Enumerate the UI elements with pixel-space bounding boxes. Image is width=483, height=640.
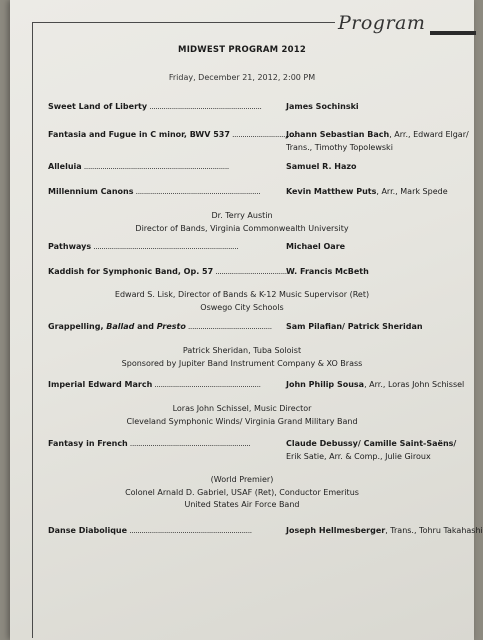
credit-line: Edward S. Lisk, Director of Bands & K-12 Music Supervisor (Ret): [114, 290, 370, 299]
piece-title: Danse Diabolique: [48, 526, 128, 535]
program-page: [10, 0, 483, 640]
credit-block-lisk: [10, 289, 474, 314]
leader-dots: .......................................................................: [91, 242, 239, 251]
credit-block-austin: [10, 210, 474, 235]
credit-line: Loras John Schissel, Music Director: [172, 404, 312, 413]
credit-line: Dr. Terry Austin: [211, 211, 273, 220]
piece-title: Kaddish for Symphonic Band, Op. 57: [48, 267, 214, 276]
leader-dots: ...........................................................: [127, 439, 251, 448]
arrangement-note: Erik Satie, Arr. & Comp., Julie Giroux: [286, 452, 431, 461]
piece-title: Alleluia: [48, 162, 82, 171]
leader-dots: ....................................................: [152, 380, 261, 389]
composer-name: Sam Pilafian/ Patrick Sheridan: [286, 322, 423, 331]
leader-dots: ....................................: [213, 267, 289, 276]
section-heading: Program: [338, 12, 426, 34]
credit-line: Colonel Arnald D. Gabriel, USAF (Ret), Conductor Emeritus: [125, 487, 359, 497]
header-rule-right: [430, 31, 476, 35]
leader-dots: .......................................................................: [81, 162, 229, 171]
piece-title: Grappelling, Ballad and Presto: [48, 322, 186, 331]
credit-line: Cleveland Symphonic Winds/ Virginia Grand Military Band: [126, 416, 358, 426]
program-entry: [48, 240, 468, 253]
composer-name: Kevin Matthew Puts: [286, 187, 377, 196]
leader-dots: .......................................................: [147, 102, 262, 111]
leader-dots: ...............................: [229, 130, 296, 139]
program-entry: [48, 160, 468, 173]
piece-title: Millennium Canons: [48, 187, 134, 196]
composer-name: John Philip Sousa: [286, 380, 365, 389]
composer-name: Michael Oare: [286, 242, 346, 251]
piece-title: Fantasia and Fugue in C minor, BWV 537: [48, 130, 230, 139]
credit-line: Oswego City Schools: [200, 302, 284, 312]
credit-line: Patrick Sheridan, Tuba Soloist: [182, 346, 302, 355]
composer-name: Claude Debussy/ Camille Saint-Saëns/: [286, 439, 457, 448]
program-entry: [48, 437, 468, 461]
composer-name: Johann Sebastian Bach: [286, 130, 390, 139]
credit-line: Sponsored by Jupiter Band Instrument Company & XO Brass: [121, 358, 363, 368]
composer-name: James Sochinski: [286, 102, 359, 111]
program-entry: [48, 100, 468, 113]
leader-dots: ............................................................: [127, 526, 252, 535]
program-title: MIDWEST PROGRAM 2012: [178, 45, 306, 55]
credit-block-sheridan: [10, 345, 474, 370]
composer-name: W. Francis McBeth: [286, 267, 369, 276]
credit-line: Director of Bands, Virginia Commonwealth University: [135, 223, 349, 233]
credit-line: (World Premier): [210, 475, 274, 484]
credit-block-gabriel: [10, 474, 474, 512]
program-date: Friday, December 21, 2012, 2:00 PM: [168, 73, 316, 82]
program-entry: Millennium Canons ............................................................. Kevin Matthew Puts, Arr., Mark Spede: [48, 187, 448, 196]
page-border-left: [32, 22, 33, 638]
arrangement-note: Trans., Timothy Topolewski: [286, 143, 393, 152]
program-entry: [48, 320, 468, 333]
piece-title: Pathways: [48, 242, 92, 251]
piece-title: Sweet Land of Liberty: [48, 102, 148, 111]
composer-name: Samuel R. Hazo: [286, 162, 357, 171]
program-entry: Danse Diabolique ............................................................ Joseph Hellmesberger, Trans., Tohru Takahashi: [48, 526, 483, 535]
program-entry: Imperial Edward March .................................................... John Philip Sousa, Arr., Loras John Schissel: [48, 380, 465, 389]
credit-block-schissel: [10, 403, 474, 428]
credit-line: United States Air Force Band: [184, 500, 300, 509]
header-rule-left: [32, 22, 335, 23]
program-entry: Fantasia and Fugue in C minor, BWV 537 ............................... Johann Sebastian Bach, Arr., Edward Elgar/ Trans., Timothy Topolewski: [48, 130, 469, 152]
leader-dots: .........................................: [185, 322, 272, 331]
program-entry: [48, 265, 468, 278]
piece-title: Fantasy in French: [48, 439, 128, 448]
leader-dots: .............................................................: [133, 187, 261, 196]
piece-title: Imperial Edward March: [48, 380, 153, 389]
composer-name: Joseph Hellmesberger: [286, 526, 386, 535]
